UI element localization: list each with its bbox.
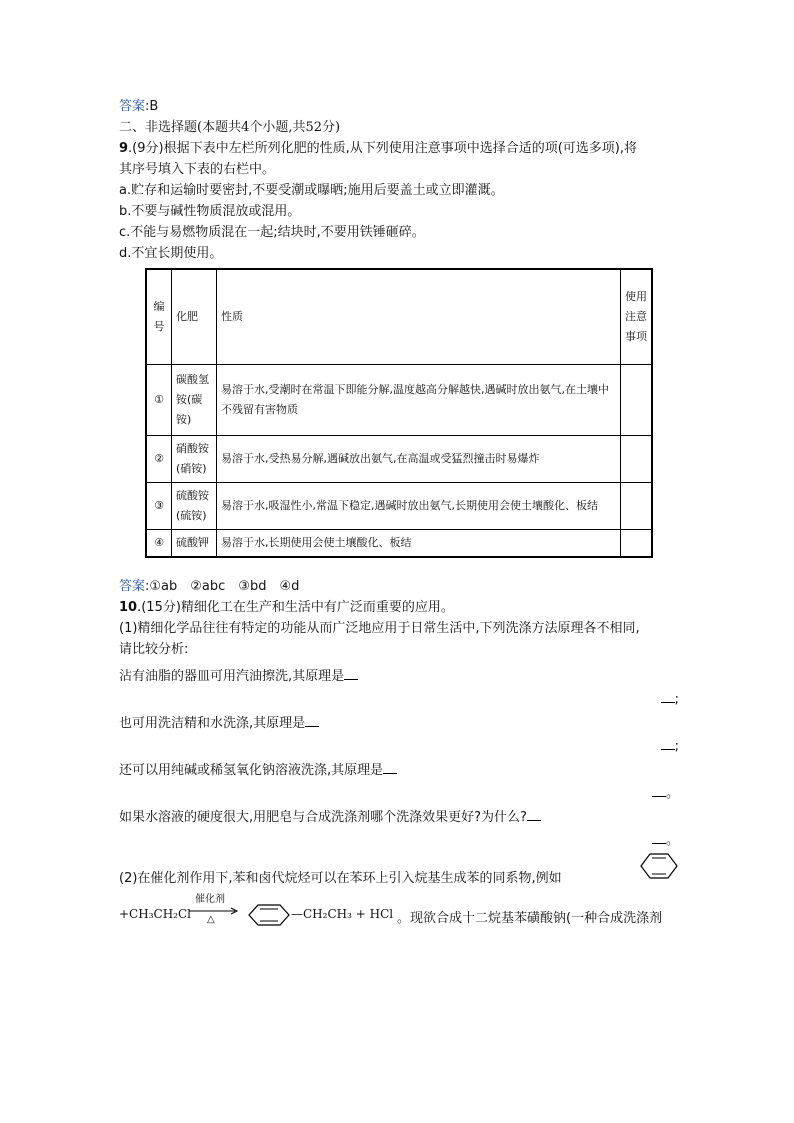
q10-part2-tail: 。现欲合成十二烷基苯磺酸钠(一种合成洗涤剂 xyxy=(397,911,663,926)
table-row xyxy=(146,436,652,483)
answer-blank[interactable] xyxy=(652,831,666,844)
q9-option-a: a.贮存和运输时要密封,不要受潮或曝晒;施用后要盖土或立即灌溉。 xyxy=(119,183,504,198)
row-fertilizer: 碳酸氢铵(碳铵) xyxy=(172,365,217,436)
table-header-row xyxy=(146,269,652,365)
table-row xyxy=(146,530,652,558)
q10-part2-line-1: (2)在催化剂作用下,苯和卤代烷烃可以在苯环上引入烷基生成苯的同系物,例如 xyxy=(119,871,562,886)
question-text: 沾有油脂的器皿可用汽油擦洗,其原理是 xyxy=(119,669,345,684)
line-end-punct: ; xyxy=(674,692,679,707)
row-property: 易溶于水,受潮时在常温下即能分解,温度越高分解越快,遇碱时放出氨气,在土壤中不残留有害物质 xyxy=(217,365,621,436)
q10-question-c xyxy=(119,760,679,781)
answer-label: 答案 xyxy=(119,579,146,594)
q9-number: 9 xyxy=(119,141,129,156)
q10-question-d xyxy=(119,807,679,828)
answer-blank[interactable] xyxy=(652,784,666,797)
reaction-equation xyxy=(119,894,679,926)
benzene-ring-icon xyxy=(247,903,291,927)
q10-question-a xyxy=(119,666,679,687)
q9-intro-line-1 xyxy=(119,138,679,159)
row-property: 易溶于水,吸湿性小,常温下稳定,遇碱时放出氨气,长期使用会使土壤酸化、板结 xyxy=(217,483,621,530)
q10-part1-line-1: (1)精细化学品往往有特定的功能从而广泛地应用于日常生活中,下列洗涤方法原理各不相同, xyxy=(119,621,640,636)
question-text: 也可用洗洁精和水洗涤,其原理是 xyxy=(119,716,306,731)
question-text: 如果水溶液的硬度很大,用肥皂与合成洗涤剂哪个洗涤效果更好?为什么? xyxy=(119,810,527,825)
line-end-punct: 。 xyxy=(665,786,679,801)
answer-blank[interactable] xyxy=(661,737,675,750)
condition-label: △ xyxy=(207,914,215,925)
previous-answer xyxy=(119,96,679,117)
answer-blank-line[interactable] xyxy=(119,687,679,713)
answer-blank[interactable] xyxy=(305,714,319,727)
answer-blank[interactable] xyxy=(661,690,675,703)
answer-blank-line[interactable] xyxy=(119,828,679,854)
q10-part1-line-2: 请比较分析: xyxy=(119,642,189,657)
q9-intro-line-2: 其序号填入下表的右栏中。 xyxy=(119,162,276,177)
answer-value: :①ab ②abc ③bd ④d xyxy=(145,579,300,594)
section-title: 二、非选择题(本题共4个小题,共52分) xyxy=(119,120,341,135)
table-row xyxy=(146,365,652,436)
line-end-punct: 。 xyxy=(665,833,679,848)
row-number: ③ xyxy=(146,483,172,530)
header-fertilizer: 化肥 xyxy=(172,269,217,365)
row-property: 易溶于水,长期使用会使土壤酸化、板结 xyxy=(217,530,621,558)
q10-intro-text: .(15分)精细化工在生产和生活中有广泛而重要的应用。 xyxy=(137,600,454,615)
header-notes: 使用注意事项 xyxy=(621,269,653,365)
row-fertilizer: 硝酸铵(硝铵) xyxy=(172,436,217,483)
table-row xyxy=(146,483,652,530)
q10-number: 10 xyxy=(119,600,138,615)
answer-label: 答案 xyxy=(119,99,146,114)
row-fertilizer: 硫酸钾 xyxy=(172,530,217,558)
q10-intro xyxy=(119,597,679,618)
product-text: —CH₂CH₃ + HCl xyxy=(291,907,394,921)
q9-option-b: b.不要与碱性物质混放或混用。 xyxy=(119,204,301,219)
row-note-cell[interactable] xyxy=(621,530,653,558)
answer-blank-line[interactable] xyxy=(119,781,679,807)
q9-intro-text: .(9分)根据下表中左栏所列化肥的性质,从下列使用注意事项中选择合适的项(可选多项),将 xyxy=(128,141,638,156)
answer-blank[interactable] xyxy=(344,667,358,680)
benzene-ring-icon xyxy=(639,852,679,880)
header-number: 编号 xyxy=(146,269,172,365)
reactant-text: +CH₃CH₂Cl xyxy=(119,907,191,921)
row-number: ④ xyxy=(146,530,172,558)
question-text: 还可以用纯碱或稀氢氧化钠溶液洗涤,其原理是 xyxy=(119,763,384,778)
answer-blank[interactable] xyxy=(527,808,541,821)
q10-part2 xyxy=(119,868,679,926)
header-property: 性质 xyxy=(217,269,621,365)
row-number: ② xyxy=(146,436,172,483)
row-note-cell[interactable] xyxy=(621,436,653,483)
q10-question-b xyxy=(119,713,679,734)
q9-option-c: c.不能与易燃物质混在一起;结块时,不要用铁锤砸碎。 xyxy=(119,225,425,240)
row-fertilizer: 硫酸铵(硫铵) xyxy=(172,483,217,530)
line-end-punct: ; xyxy=(674,739,679,754)
row-property: 易溶于水,受热易分解,遇碱放出氨气,在高温或受猛烈撞击时易爆炸 xyxy=(217,436,621,483)
row-note-cell[interactable] xyxy=(621,483,653,530)
fertilizer-table xyxy=(145,268,653,558)
q9-option-d: d.不宜长期使用。 xyxy=(119,246,223,261)
answer-blank-line[interactable] xyxy=(119,734,679,760)
document-page xyxy=(119,96,679,926)
row-number: ① xyxy=(146,365,172,436)
row-note-cell[interactable] xyxy=(621,365,653,436)
answer-blank[interactable] xyxy=(383,761,397,774)
answer-value: :B xyxy=(145,99,159,114)
q9-answer xyxy=(119,576,679,597)
catalyst-label: 催化剂 xyxy=(195,894,225,905)
